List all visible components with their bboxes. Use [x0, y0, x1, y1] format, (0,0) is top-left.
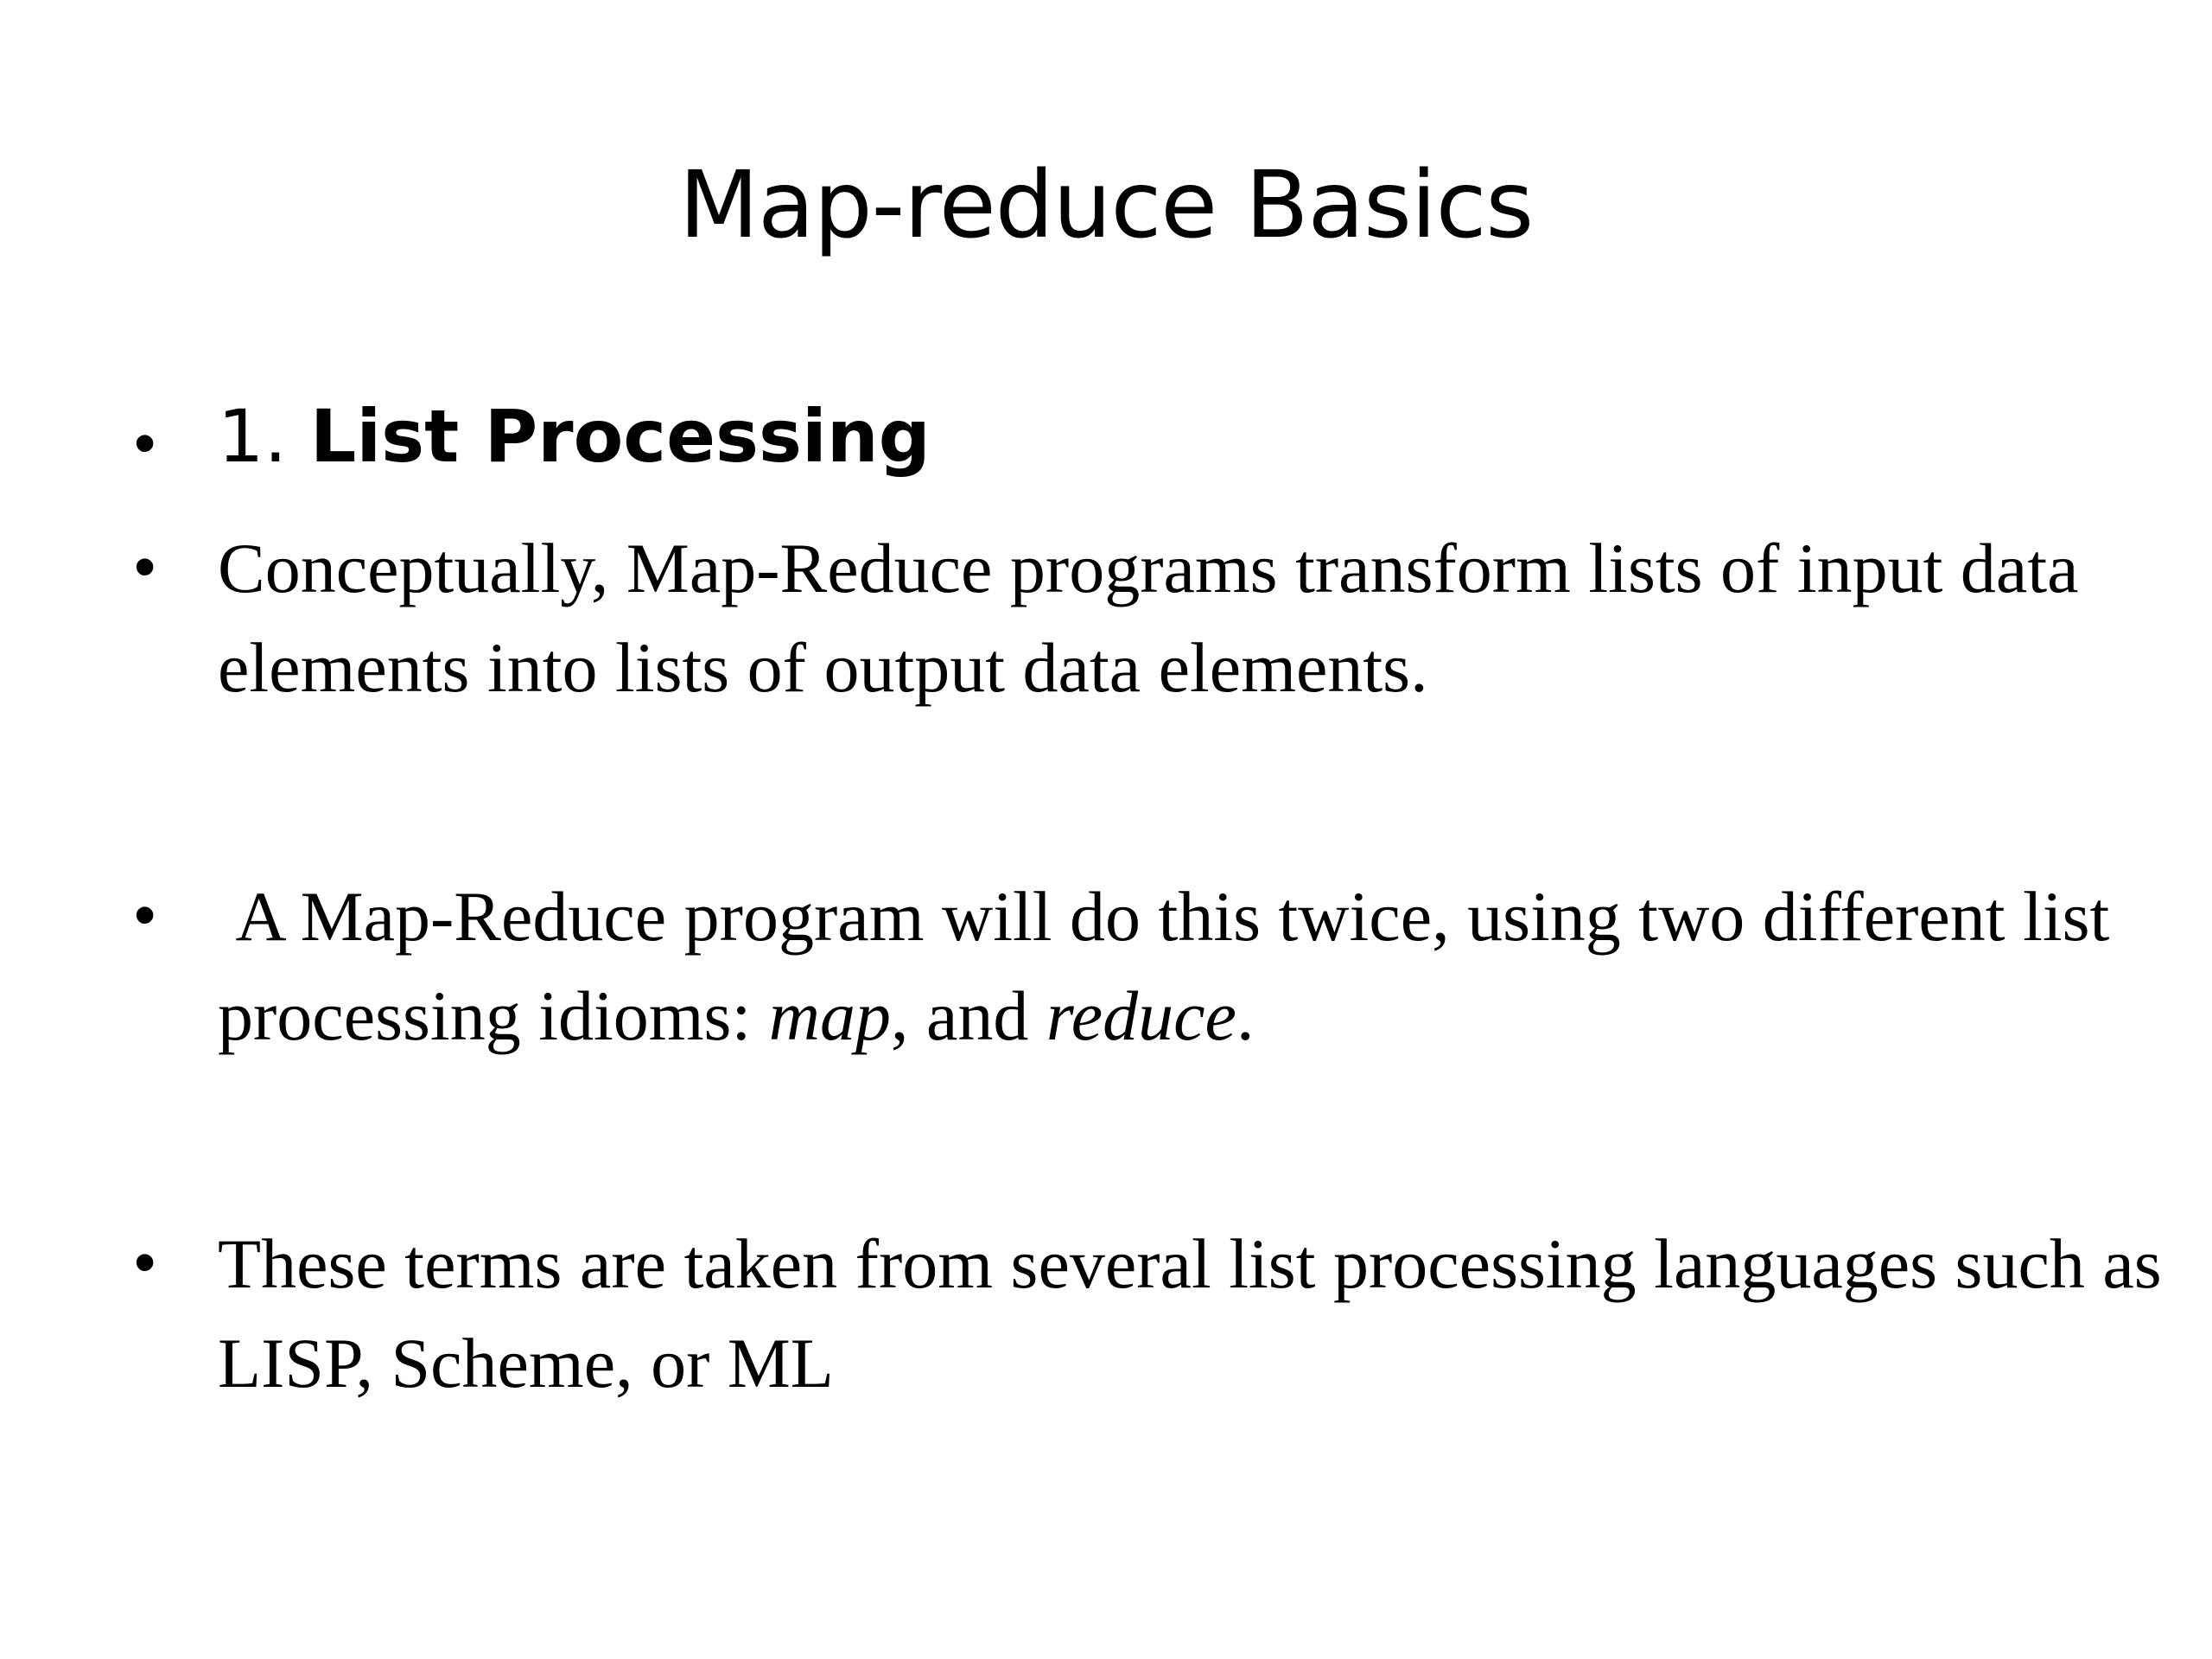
bullet-text: These terms are taken from several list processing languages such as LISP, Scheme, or ML — [218, 1224, 2162, 1402]
bullet-text-lead: A Map-Reduce program will do this twice, using two different list processing idioms: — [218, 877, 2127, 1055]
bullet-icon: • — [134, 1228, 156, 1297]
bullet-text — [218, 867, 2162, 1065]
bullet-text-end: . — [1236, 976, 1255, 1055]
term-reduce: reduce — [1046, 976, 1236, 1055]
slide-title: Map-reduce Basics — [678, 152, 1534, 259]
term-map: map — [768, 976, 891, 1055]
bullet-icon: • — [134, 409, 156, 478]
bullet-heading-number: 1. — [218, 394, 288, 479]
bullet-text-separator: , and — [890, 976, 1046, 1055]
bullet-text: Conceptually, Map-Reduce programs transform lists of input data elements into lists of output data elements. — [218, 529, 2079, 707]
bullet-heading-label: List Processing — [309, 394, 931, 479]
bullet-heading — [218, 393, 2162, 480]
bullet-icon: • — [134, 880, 156, 950]
bullet-icon: • — [134, 532, 156, 601]
